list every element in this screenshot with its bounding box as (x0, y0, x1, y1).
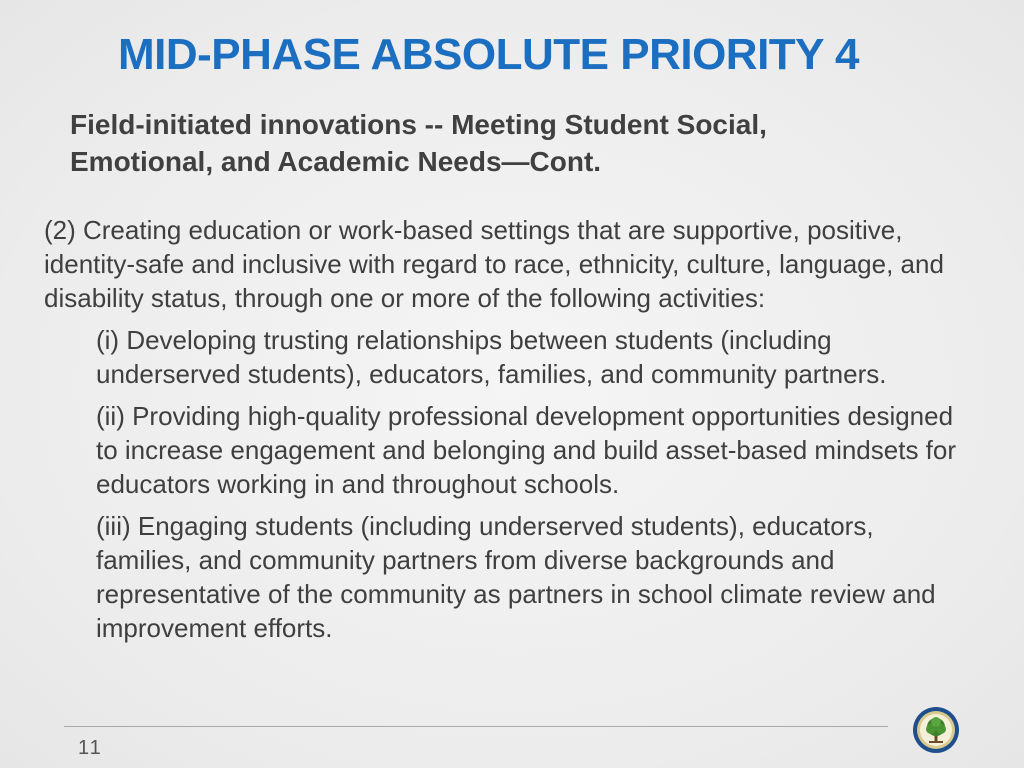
list-item-iii: (iii) Engaging students (including underserved students), educators, families, and community partners from diverse backgrounds and representative of the community as partners in school climate review and improvement efforts. (96, 511, 936, 643)
slide-subtitle: Field-initiated innovations -- Meeting Student Social, Emotional, and Academic Needs—Cont. (70, 109, 767, 177)
seal-icon (912, 706, 960, 754)
slide-body (44, 213, 984, 645)
list-item-ii: (ii) Providing high-quality professional development opportunities designed to increase engagement and belonging and build asset-based mindsets for educators working in and throughout schools. (96, 401, 957, 499)
footer-divider (64, 726, 888, 727)
slide-title: MID-PHASE ABSOLUTE PRIORITY 4 (118, 30, 859, 79)
page-number: 11 (78, 737, 103, 759)
list-item-i: (i) Developing trusting relationships between students (including underserved students), educators, families, and community partners. (96, 325, 887, 389)
intro-paragraph: (2) Creating education or work-based settings that are supportive, positive, identity-safe and inclusive with regard to race, ethnicity, culture, language, and disability status, through one or more of the following activities: (44, 215, 944, 313)
